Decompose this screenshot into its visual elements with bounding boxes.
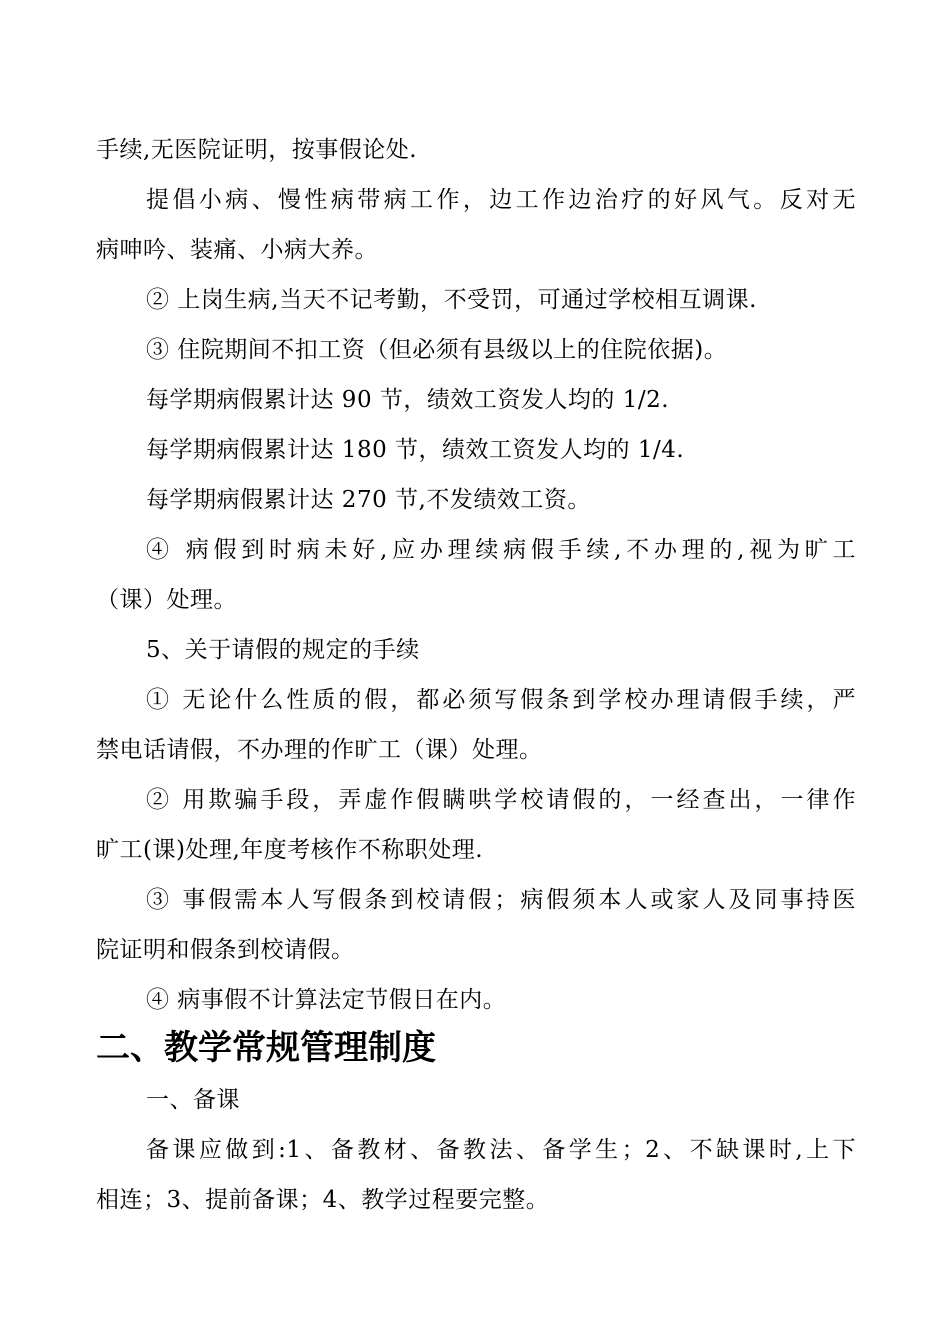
paragraph-line: 备课应做到:1、备教材、备教法、备学生；2、不缺课时,上下 — [146, 1137, 856, 1163]
chapter-heading: 二、教学常规管理制度 — [96, 1028, 436, 1068]
paragraph-line: 提倡小病、慢性病带病工作，边工作边治疗的好风气。反对无 — [146, 187, 856, 213]
paragraph-line: ② 上岗生病,当天不记考勤，不受罚，可通过学校相互调课. — [146, 287, 757, 313]
paragraph-line: 手续,无医院证明，按事假论处. — [96, 137, 418, 163]
paragraph-line: 病呻吟、装痛、小病大养。 — [96, 237, 378, 263]
paragraph-line: ④ 病假到时病未好,应办理续病假手续,不办理的,视为旷工 — [146, 537, 856, 563]
paragraph-line: 每学期病假累计达 180 节，绩效工资发人均的 1/4. — [146, 437, 685, 463]
paragraph-line: ① 无论什么性质的假，都必须写假条到学校办理请假手续，严 — [146, 687, 856, 713]
paragraph-line: 旷工(课)处理,年度考核作不称职处理. — [96, 837, 484, 863]
paragraph-line: 相连；3、提前备课；4、教学过程要完整。 — [96, 1187, 550, 1213]
section-title: 5、关于请假的规定的手续 — [146, 637, 420, 663]
paragraph-line: （课）处理。 — [96, 587, 237, 613]
paragraph-line: ③ 事假需本人写假条到校请假；病假须本人或家人及同事持医 — [146, 887, 856, 913]
paragraph-line: 院证明和假条到校请假。 — [96, 937, 355, 963]
paragraph-line: ④ 病事假不计算法定节假日在内。 — [146, 987, 507, 1013]
paragraph-line: 每学期病假累计达 270 节,不发绩效工资。 — [146, 487, 591, 513]
paragraph-line: 每学期病假累计达 90 节，绩效工资发人均的 1/2. — [146, 387, 670, 413]
paragraph-line: ② 用欺骗手段，弄虚作假瞒哄学校请假的，一经查出，一律作 — [146, 787, 856, 813]
section-title: 一、备课 — [146, 1087, 240, 1113]
paragraph-line: 禁电话请假，不办理的作旷工（课）处理。 — [96, 737, 543, 763]
paragraph-line: ③ 住院期间不扣工资（但必须有县级以上的住院依据)。 — [146, 337, 728, 363]
